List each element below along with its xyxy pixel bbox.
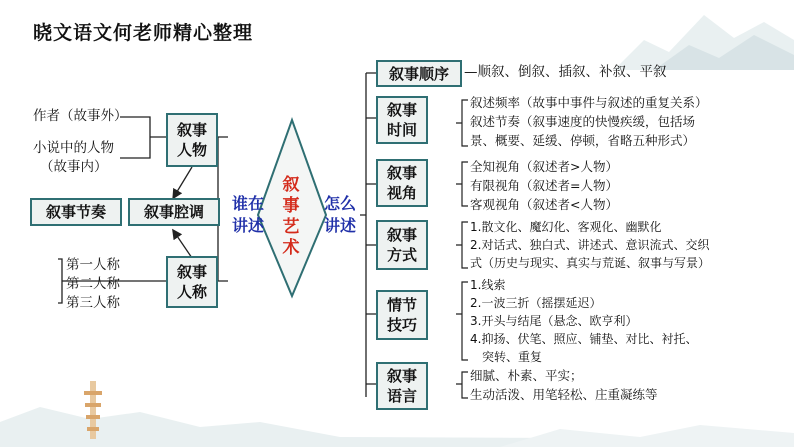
box-label: 情节 [386, 296, 417, 314]
box-narrative-person [166, 113, 218, 167]
view-line: 全知视角（叙述者>人物） [470, 159, 618, 174]
box-narrative-rhythm: 叙事节奏 [30, 198, 122, 226]
view-line: 有限视角（叙述者=人物） [470, 178, 618, 193]
language-text [470, 366, 658, 404]
time-line: 叙述节奏（叙事速度的快慢疾缓，包括场 [470, 114, 696, 129]
author-outside-text: 作者（故事外） [33, 108, 128, 124]
box-label: 视角 [386, 184, 417, 202]
box-narrative-order: 叙事顺序 [376, 60, 462, 87]
box-narrative-pronoun [166, 256, 218, 308]
art-char: 艺 [282, 217, 300, 237]
character-inside-note: （故事内） [40, 159, 108, 175]
box-label: 叙事 [176, 263, 207, 281]
box-label: 叙事 [386, 101, 417, 119]
time-line: 叙述频率（故事中事件与叙述的重复关系） [470, 95, 708, 110]
box-label: 语言 [386, 387, 417, 405]
mode-line: 式（历史与现实、真实与荒诞、叙事与写景） [470, 256, 711, 270]
plot-line: 2.一波三折（摇摆延迟） [470, 296, 602, 310]
narrative-art-label [278, 175, 304, 259]
box-label: 叙事 [386, 367, 417, 385]
box-narrative-mode [376, 220, 428, 270]
art-char: 术 [282, 238, 300, 258]
person-list [66, 256, 120, 313]
view-text [470, 157, 618, 214]
how-line: 讲述 [323, 216, 356, 235]
character-inside-text: 小说中的人物 [33, 140, 114, 156]
box-plot-technique [376, 290, 428, 340]
person-item: 第一人称 [66, 257, 120, 273]
mode-line: 1.散文化、魔幻化、客观化、幽默化 [470, 220, 662, 234]
box-narrative-language [376, 362, 428, 410]
box-label: 叙事 [386, 226, 417, 244]
person-item: 第三人称 [66, 295, 120, 311]
box-label: 人称 [176, 283, 207, 301]
art-char: 叙 [282, 175, 300, 195]
box-label: 技巧 [386, 316, 417, 334]
plot-line: 3.开头与结尾（悬念、欧亨利） [470, 314, 638, 328]
art-char: 事 [282, 196, 300, 216]
box-label: 叙事 [386, 164, 417, 182]
box-narrative-tone: 叙事腔调 [128, 198, 220, 226]
who-narrates-label [226, 193, 270, 237]
box-label: 方式 [386, 246, 417, 264]
how-narrates-label [318, 193, 362, 237]
person-item: 第二人称 [66, 276, 120, 292]
plot-line: 1.线索 [470, 278, 506, 292]
mode-line: 2.对话式、独白式、讲述式、意识流式、交织 [470, 238, 710, 252]
language-line: 生动活泼、用笔轻松、庄重凝练等 [470, 387, 658, 402]
who-line: 谁在 [231, 194, 264, 213]
box-narrative-view [376, 159, 428, 207]
language-line: 细腻、朴素、平实； [470, 368, 583, 383]
plot-line: 4.抑扬、伏笔、照应、铺垫、对比、衬托、 [470, 332, 698, 346]
view-line: 客观视角（叙述者<人物） [470, 197, 618, 212]
time-line: 景、概要、延缓、停顿，省略五种形式） [470, 133, 696, 148]
plot-line: 突转、重复 [482, 350, 543, 364]
who-line: 讲述 [231, 216, 264, 235]
how-line: 怎么 [323, 194, 356, 213]
page-title: 晓文语文何老师精心整理 [33, 22, 254, 44]
box-label: 叙事 [176, 121, 207, 139]
box-label: 人物 [176, 141, 207, 159]
box-narrative-time [376, 96, 428, 144]
box-label: 时间 [386, 121, 417, 139]
order-text: —顺叙、倒叙、插叙、补叙、平叙 [464, 64, 667, 80]
mode-text [470, 218, 710, 272]
time-text [470, 93, 708, 150]
plot-text [470, 276, 697, 366]
